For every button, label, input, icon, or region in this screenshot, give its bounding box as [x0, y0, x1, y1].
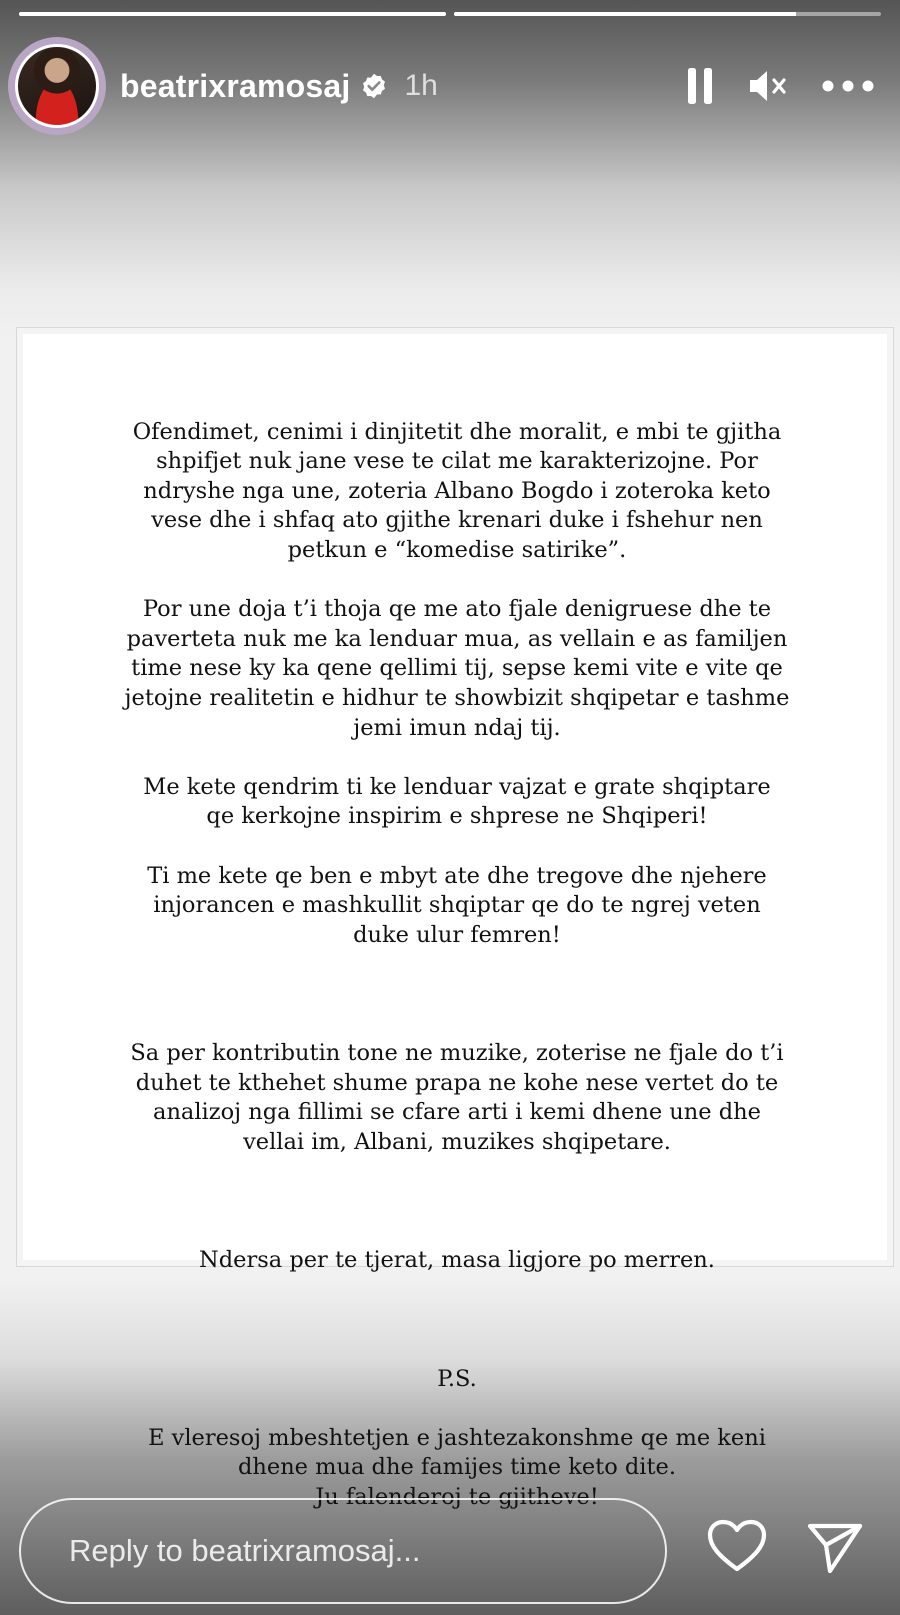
post-paragraph-5: Sa per kontributin tone ne muzike, zoterise ne fjale do t’i duhet te kthehet shume prapa ne kohe nese vertet do te analizoj nga fillimi se cfare arti i kemi dhene une dhe vellai im, Albani, muzikes shqipetare.	[130, 1040, 784, 1155]
send-icon[interactable]	[806, 1521, 864, 1575]
post-paragraph-2: Por une doja t’i thoja qe me ato fjale denigruese dhe te paverteta nuk me ka lenduar mua, as vellain e as familjen time nese ky ka qene qellimi tij, sepse kemi vite e vite qe jetojne realitetin e hidhur te showbizit shqipetar e tashme jemi imun ndaj tij.	[124, 596, 790, 741]
post-paragraph-ps: P.S.	[437, 1365, 477, 1392]
progress-segment-2	[454, 12, 881, 16]
reply-input[interactable]	[69, 1533, 629, 1569]
paragraph-gap	[57, 1305, 857, 1335]
post-paragraph-1: Ofendimet, cenimi i dinjitetit dhe moralit, e mbi te gjitha shpifjet nuk jane vese te cilat me karakterizojne. Por ndryshe nga une, zoteria Albano Bogdo i zoteroka keto vese dhe i shfaq ato gjithe krenari duke i fshehur nen petkun e “komedise satirike”.	[132, 418, 782, 563]
story-header	[8, 38, 892, 134]
post-text	[57, 388, 857, 1542]
post-paragraph-6: Ndersa per te tjerat, masa ligjore po merren.	[199, 1247, 715, 1274]
username[interactable]: beatrixramosaj	[120, 67, 351, 104]
progress-segment-1	[19, 12, 446, 16]
post-paragraph-4: Ti me kete qe ben e mbyt ate dhe tregove dhe njehere injorancen e mashkullit shqiptar qe do te ngrej veten duke ulur femren!	[147, 862, 767, 948]
post-paragraph-3: Me kete qendrim ti ke lenduar vajzat e grate shqiptare qe kerkojne inspirim e shprese ne Shqiperi!	[143, 773, 771, 830]
header-controls	[686, 67, 874, 105]
story-progress	[19, 12, 881, 17]
heart-icon[interactable]	[707, 1519, 767, 1573]
pause-icon[interactable]	[686, 67, 714, 105]
avatar[interactable]	[15, 44, 99, 128]
post-time: 1h	[404, 69, 438, 102]
paragraph-gap	[57, 1187, 857, 1217]
avatar-ring[interactable]	[8, 37, 106, 135]
reply-field[interactable]	[19, 1498, 667, 1604]
more-options-icon[interactable]	[822, 80, 874, 92]
paragraph-gap	[57, 980, 857, 1010]
post-paragraph-7: E vleresoj mbeshtetjen e jashtezakonshme qe me keni dhene mua dhe famijes time keto dite. Ju falenderoj te gjitheve!	[148, 1424, 766, 1510]
muted-speaker-icon[interactable]	[748, 68, 788, 104]
progress-fill-1	[19, 12, 446, 16]
verified-badge-icon	[360, 72, 388, 100]
progress-fill-2	[454, 12, 796, 16]
story-post-card	[16, 327, 894, 1510]
